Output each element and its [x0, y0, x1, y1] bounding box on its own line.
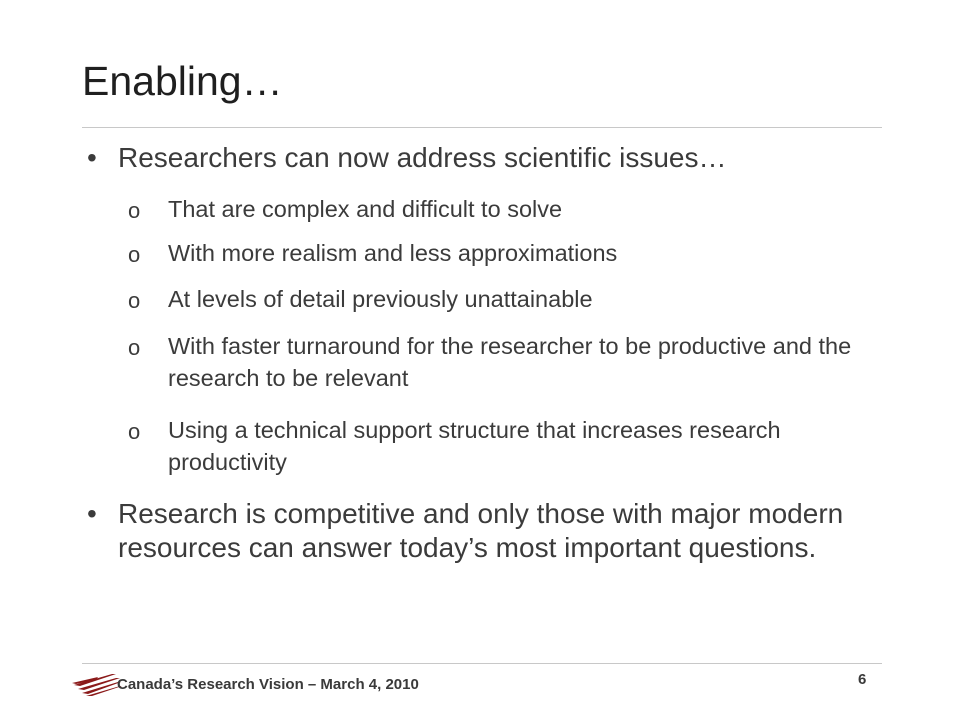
sub-bullet-marker: o: [128, 335, 141, 360]
sub-bullet-4-text: With faster turnaround for the researcher to be productive and the research to be relevant: [168, 333, 852, 391]
sub-bullet-3-text: At levels of detail previously unattainable: [168, 286, 593, 312]
sub-bullet-marker: o: [128, 419, 141, 444]
bullet-marker: •: [87, 498, 97, 529]
slide-title: Enabling…: [82, 58, 283, 104]
sub-bullet-2-text: With more realism and less approximations: [168, 240, 618, 266]
sub-bullet-1-text: That are complex and difficult to solve: [168, 196, 563, 222]
title-divider: [82, 127, 882, 128]
footer-text: Canada’s Research Vision – March 4, 2010: [117, 676, 419, 693]
sub-bullet-5: [128, 414, 878, 478]
sub-bullet-1: [128, 193, 878, 225]
page-number: 6: [858, 671, 867, 688]
bullet-marker: •: [87, 142, 97, 173]
sub-bullet-4: [128, 330, 878, 394]
sub-bullet-marker: o: [128, 242, 141, 267]
bullet-2: [82, 497, 872, 565]
bullet-2-text: Research is competitive and only those with major modern resources can answer today’s most important questions.: [118, 498, 844, 563]
sub-bullet-marker: o: [128, 288, 141, 313]
sub-bullet-2: [128, 237, 878, 269]
red-stripes-logo-icon: [72, 672, 122, 696]
footer-divider: [82, 663, 882, 664]
bullet-1-text: Researchers can now address scientific issues…: [118, 142, 727, 173]
bullet-1: [82, 141, 872, 175]
sub-bullet-5-text: Using a technical support structure that increases research productivity: [168, 417, 781, 475]
sub-bullet-marker: o: [128, 198, 141, 223]
sub-bullet-3: [128, 283, 878, 315]
